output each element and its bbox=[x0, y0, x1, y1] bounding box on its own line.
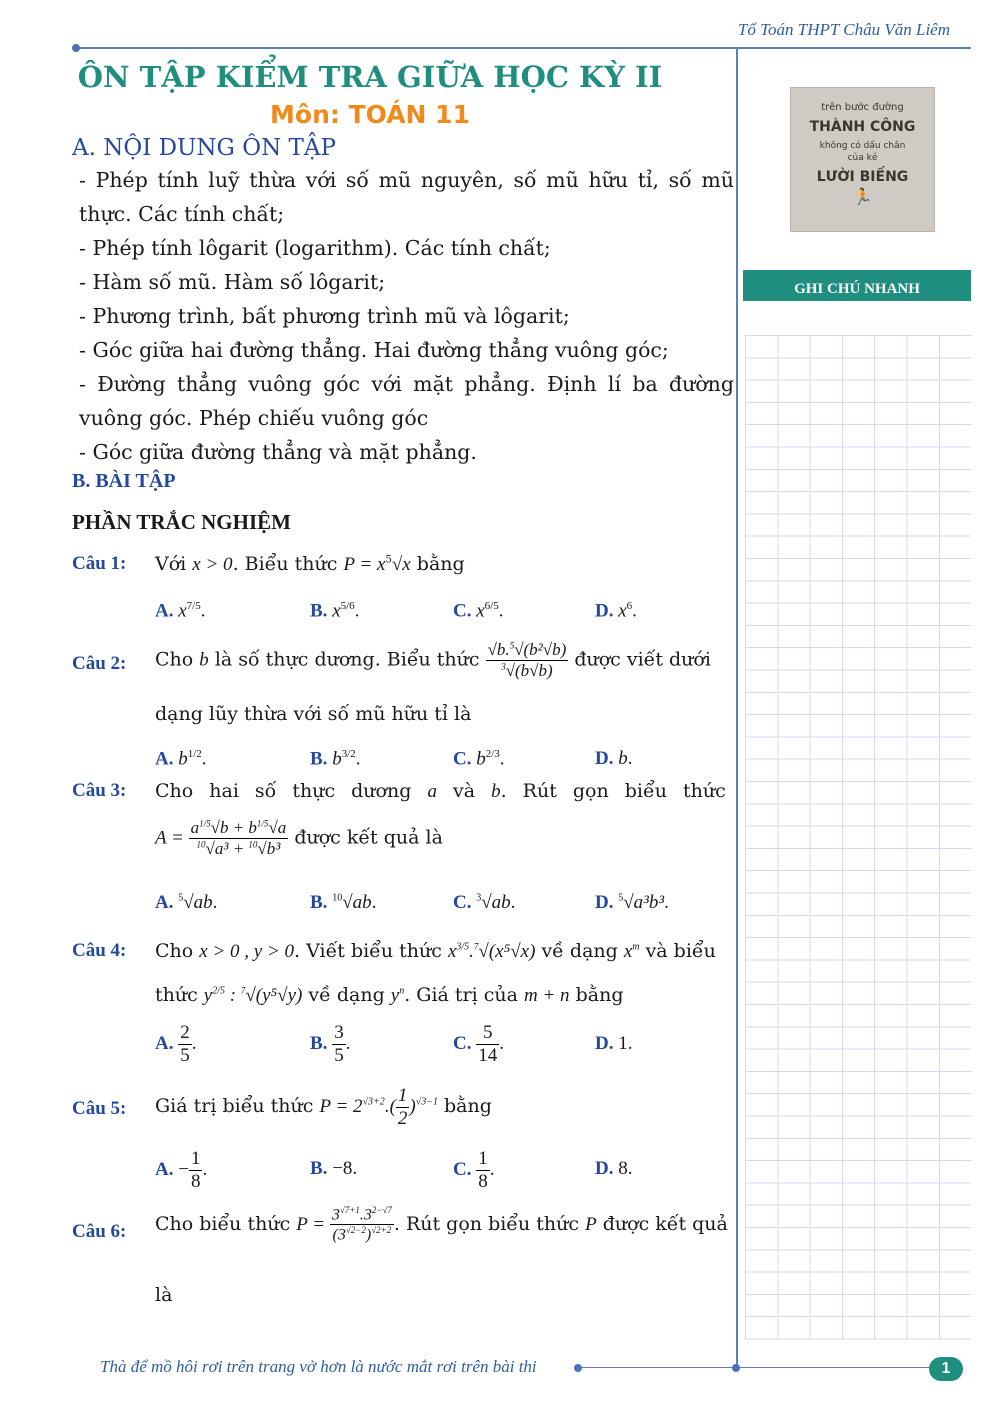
option-b: B. $x^{5/6}$. bbox=[310, 600, 360, 622]
header-text: Tổ Toán THPT Châu Văn Liêm bbox=[737, 20, 950, 39]
page-number: 1 bbox=[929, 1357, 963, 1381]
option-d: D. $x^6$. bbox=[595, 600, 637, 622]
question-label: Câu 2: bbox=[72, 653, 127, 674]
content-item: - Góc giữa hai đường thẳng. Hai đường thẳng vuông góc; bbox=[79, 338, 669, 362]
option-a: A. $b^{1/2}$. bbox=[155, 748, 207, 770]
option-b: B. −8. bbox=[310, 1158, 358, 1179]
question-text-line2: thức $y^{2/5}$ : $^7$√(y⁵√y) về dạng $y^n$. Giá trị của m + n bằng bbox=[155, 984, 624, 1006]
notes-grid bbox=[745, 335, 971, 1340]
option-a: A. $\frac{2}{5}$ . bbox=[155, 1022, 197, 1066]
motivational-photo: trên bước đường THÀNH CÔNG không có dấu chân của kẻ LƯỜI BIẾNG 🏃 bbox=[790, 87, 935, 232]
option-b: B. $b^{3/2}$. bbox=[310, 748, 361, 770]
footer-quote: Thà để mồ hôi rơi trên trang vở hơn là nước mắt rơi trên bài thi bbox=[100, 1357, 537, 1376]
content-item: - Phương trình, bất phương trình mũ và lôgarit; bbox=[79, 304, 570, 328]
question-text: Cho x > 0 , y > 0. Viết biểu thức $x^{3/5}.^7√(x^5√x)$ về dạng $x^m$ và biểu bbox=[155, 940, 716, 962]
question-label: Câu 5: bbox=[72, 1098, 127, 1119]
option-a: A. $x^{7/5}$. bbox=[155, 600, 206, 622]
question-text: Giá trị biểu thức $P = 2^{√3+2}$.( $\frac{1}{2}$ )$^{√3-1}$ bằng bbox=[155, 1085, 492, 1129]
content-item: - Đường thẳng vuông góc với mặt phẳng. Định lí ba đường vuông góc. Phép chiếu vuông góc bbox=[79, 372, 734, 430]
content-item: - Góc giữa đường thẳng và mặt phẳng. bbox=[79, 440, 477, 464]
margin-rule bbox=[736, 48, 738, 1368]
content-item: - Hàm số mũ. Hàm số lôgarit; bbox=[79, 270, 386, 294]
question-text: Cho hai số thực dương a và b. Rút gọn biểu thức bbox=[155, 780, 726, 802]
question-label: Câu 3: bbox=[72, 780, 127, 801]
page-subtitle: Môn: TOÁN 11 bbox=[270, 100, 470, 129]
question-label: Câu 4: bbox=[72, 940, 127, 961]
quick-notes-banner: GHI CHÚ NHANH bbox=[743, 270, 971, 300]
option-a: A. $^5$√ab. bbox=[155, 892, 218, 913]
content-item: - Phép tính lôgarit (logarithm). Các tính chất; bbox=[79, 236, 551, 260]
footer-dot bbox=[732, 1364, 740, 1372]
part-heading: PHẦN TRẮC NGHIỆM bbox=[72, 510, 291, 534]
question-text: Cho b là số thực dương. Biểu thức $\frac{√b.^5√(b^2√b)}{^3√(b√b)}$ được viết dưới bbox=[155, 640, 711, 680]
option-c: C. $\frac{5}{14}$ . bbox=[453, 1022, 504, 1066]
option-d: D. $^5$√a³b³. bbox=[595, 892, 669, 913]
question-text: Cho biểu thức P = $\frac{3^{√7+1}.3^{2-√7}}{(3^{√2-2})^{√2+2}}$ . Rút gọn biểu thức P được kết quả bbox=[155, 1205, 728, 1244]
header-dot bbox=[72, 44, 80, 52]
option-c: C. $x^{6/5}$. bbox=[453, 600, 504, 622]
option-c: C. $^3$√ab. bbox=[453, 892, 516, 913]
question-expression: A = $\frac{a^{1/5}√b + b^{1/5}√a}{^{10}√a^3 + ^{10}√b^3}$ được kết quả là bbox=[155, 818, 443, 858]
option-d: D. 8. bbox=[595, 1158, 633, 1179]
option-c: C. $b^{2/3}$. bbox=[453, 748, 505, 770]
section-a-content bbox=[79, 163, 734, 469]
content-item: - Phép tính luỹ thừa với số mũ nguyên, số mũ hữu tỉ, số mũ thực. Các tính chất; bbox=[79, 168, 734, 226]
option-a: A. − $\frac{1}{8}$ . bbox=[155, 1148, 208, 1192]
question-label: Câu 6: bbox=[72, 1221, 127, 1242]
header-rule bbox=[76, 47, 971, 49]
question-text-line2: dạng lũy thừa với số mũ hữu tỉ là bbox=[155, 703, 472, 725]
question-label: Câu 1: bbox=[72, 553, 127, 574]
page-title: ÔN TẬP KIỂM TRA GIỮA HỌC KỲ II bbox=[77, 60, 663, 94]
footer-rule bbox=[578, 1367, 933, 1368]
section-a-heading: A. NỘI DUNG ÔN TẬP bbox=[72, 135, 336, 161]
option-b: B. $^{10}$√ab. bbox=[310, 892, 377, 913]
option-d: D. 1. bbox=[595, 1033, 633, 1054]
option-b: B. $\frac{3}{5}$ . bbox=[310, 1022, 351, 1066]
section-b-heading: B. BÀI TẬP bbox=[72, 470, 176, 492]
banner-rule bbox=[743, 300, 971, 301]
question-text: Với x > 0. Biểu thức $P = x^5√x$ bằng bbox=[155, 553, 465, 575]
question-text-line2: là bbox=[155, 1284, 173, 1306]
runner-icon: 🏃 bbox=[852, 187, 873, 206]
option-c: C. $\frac{1}{8}$ . bbox=[453, 1148, 495, 1192]
footer-dot bbox=[574, 1364, 582, 1372]
option-d: D. b. bbox=[595, 748, 633, 769]
